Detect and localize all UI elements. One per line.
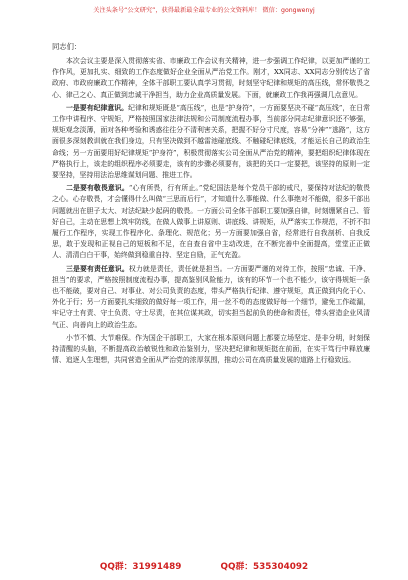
footer-qq-group-1: QQ群：31991489 [99, 562, 182, 572]
section-body: 权力就是责任，责任就是担当。一方面要严谨的对待工作，按照“忠诚、干净、担当”的要求，严格按照制度流程办事，提高鉴别风险能力，该有的环节一个也不能少，该守得规矩一条也不能破，要对自己、对事业、对公司负责的态度，带头严格执行纪律、遵守规矩，真正做到内化于心、外化于行；另一方面要扎实细致的做好每一项工作，用一丝不苟的态度做好每一个细节，避免工作疏漏，牢记守土有责、守土负责、守土尽责，在其位谋其政，切实担当起前负的使命和责任，带头营造企业风清气正、向善向上的政治生态。 [52, 264, 370, 329]
intro-paragraph: 本次会议主要是深入贯彻落实省、市廉政工作会议有关精神，进一步强调工作纪律，以更加严谨的工作作风，更加扎实、细致的工作态度做好企业全面从严治党工作。刚才，XX同志、XX同志分别传达了省政府、市政府廉政工作精神，全体干部职工要认真学习贯彻，时刻坚守纪律和规矩的高压线，常怀敬畏之心、律己之心、真正做到忠诚干净担当，助力企业高质量发展。下面，就廉政工作我再强调几点意见。 [52, 57, 370, 99]
section-paragraph [52, 264, 370, 331]
header-banner: 关注头条号“公文研究”，获得最新最全最专业的公文资料库！ 微信：gongwenyj [93, 7, 315, 14]
closing-body: 小节不慎、大节难保。作为国企干部职工，大家在根本原则问题上都要立场坚定、是非分明，时刻保持清醒的头脑，不断提高政治敏锐性和政治鉴别力，坚决把纪律和规矩挺在前面，在实干笃行中释放廉情、追逐人生理想，共同营造全面从严治党的浓厚氛围，推动公司在高质量发展的道路上行稳致远。 [52, 333, 370, 365]
section-paragraph [52, 183, 370, 261]
document-body [52, 41, 370, 368]
section-paragraph [52, 103, 370, 181]
section-heading: 三是要有责任意识。 [66, 264, 129, 273]
section-heading: 二是要有敬畏意识。 [66, 184, 129, 193]
footer-banner [0, 559, 408, 572]
greeting: 同志们： [52, 42, 82, 51]
section-heading: 一是要有纪律意识。 [66, 103, 129, 112]
section-body: “心有所畏，行有所止。”党纪国法是每个党员干部的戒尺，要保持对法纪的敬畏之心。心存敬畏，才会懂得什么叫做“三思而后行”，才知道什么事能做、什么事绝对不能做，很多干部出问题就出在胆子太大、对法纪缺少起码的敬畏。一方面公司全体干部职工要加强自律，时刻绷紧自己、管好自己，主动在思想上筑牢防线，在做人做事上讲原则、讲底线、讲规矩，从严落实工作规范，不折不扣履行工作程序，实现工作程序化、条理化、规范化；另一方面要加强自省，经常进行自我剖析、自我反思，敢于发现和正视自己的短板和不足，在自查自省中主动改进，在不断完善中全面提高，堂堂正正做人、清清白白干事，始终做到稳重自持、坚定自励，正气充盈。 [52, 184, 371, 260]
section-body: 纪律和规矩既是“高压线”，也是“护身符”，一方面要坚决不碰“高压线”，在日常工作中讲程序、守规矩，严格按照国家法律法规和公司制度流程办事，当前部分同志纪律意识还不够强，规矩观念淡薄，面对各种考验和诱惑往往分不清利害关系，把握不好分寸尺度，容易“分神”“逃路”，这方面很多深刻教训就在我们身边，只有坚决做到不越雷池碰底线、不触碰纪律底线，才能运长自己的政治生命线；另一方面要用好纪律规矩“护身符”，积极贯彻落实公司全面从严治党的精神，要把组织纪律体现在严格执行上，该走的组织程序必须要走，该有的步骤必须要有，该把的关口一定要把，该坚持的原则一定要坚持，坚持用法治思维谋划问题、推进工作。 [52, 103, 371, 180]
footer-qq-group-2: QQ群：535304092 [220, 562, 309, 572]
closing-paragraph [52, 333, 370, 367]
